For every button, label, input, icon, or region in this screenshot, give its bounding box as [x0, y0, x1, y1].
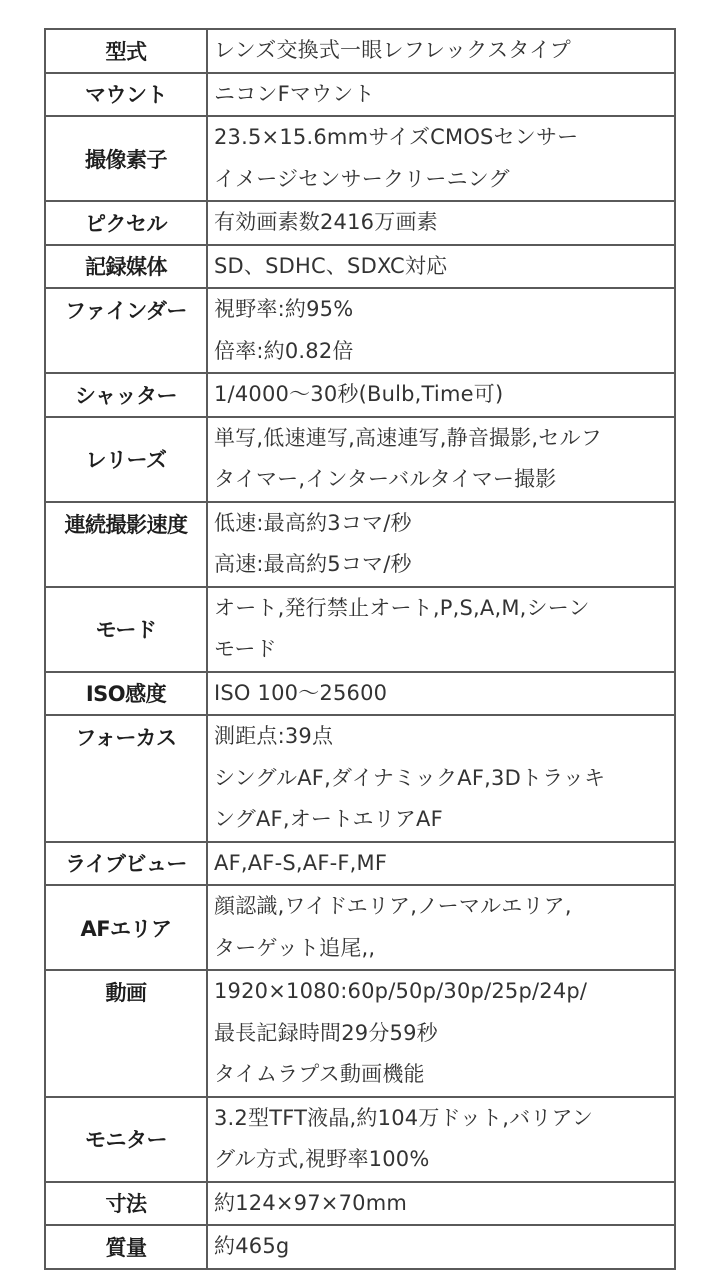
- spec-value: [207, 587, 675, 672]
- spec-label: ピクセル: [45, 201, 207, 245]
- spec-value-line: モード: [214, 637, 277, 661]
- spec-value-line: イメージセンサークリーニング: [214, 166, 510, 191]
- spec-value-line: 高速:最高約5コマ/秒: [214, 552, 412, 576]
- spec-value: [207, 842, 675, 886]
- spec-label: ファインダー: [45, 288, 207, 373]
- spec-value: [207, 201, 675, 245]
- spec-row: [45, 587, 675, 672]
- spec-value: [207, 116, 675, 201]
- spec-value-line: 低速:最高約3コマ/秒: [214, 510, 412, 535]
- spec-row: [45, 417, 675, 502]
- spec-value-line: 約465g: [214, 1234, 290, 1258]
- spec-value-line: 顔認識,ワイドエリア,ノーマルエリア,: [214, 894, 572, 918]
- spec-value-line: 測距点:39点: [214, 724, 334, 748]
- spec-value-line: 有効画素数2416万画素: [214, 210, 438, 234]
- spec-value-line: AF,AF-S,AF-F,MF: [214, 850, 388, 875]
- spec-value: [207, 970, 675, 1097]
- spec-value: [207, 502, 675, 587]
- spec-table: [44, 28, 676, 1270]
- spec-value-line: 1/4000〜30秒(Bulb,Time可): [214, 382, 504, 406]
- spec-label: ライブビュー: [45, 842, 207, 886]
- spec-table-body: [45, 29, 675, 1269]
- spec-value-line: 倍率:約0.82倍: [214, 338, 354, 363]
- spec-value-line: 3.2型TFT液晶,約104万ドット,バリアン: [214, 1105, 594, 1130]
- spec-value-line: ニコンFマウント: [214, 81, 375, 106]
- spec-value-line: SD、SDHC、SDXC対応: [214, 253, 448, 278]
- spec-value: [207, 373, 675, 417]
- spec-label: ISO感度: [45, 672, 207, 716]
- spec-value-line: 最長記録時間29分59秒: [214, 1020, 438, 1045]
- spec-value: [207, 29, 675, 73]
- spec-row: [45, 73, 675, 117]
- spec-row: [45, 970, 675, 1097]
- spec-row: [45, 29, 675, 73]
- spec-value: [207, 73, 675, 117]
- spec-value-line: 23.5×15.6mmサイズCMOSセンサー: [214, 125, 579, 149]
- spec-row: [45, 245, 675, 289]
- spec-value-line: 単写,低速連写,高速連写,静音撮影,セルフ: [214, 425, 602, 450]
- spec-row: [45, 885, 675, 970]
- spec-label: 型式: [45, 29, 207, 73]
- spec-value: [207, 1097, 675, 1182]
- spec-label: フォーカス: [45, 715, 207, 842]
- spec-value-line: グル方式,視野率100%: [214, 1147, 430, 1171]
- spec-row: [45, 1097, 675, 1182]
- spec-value-line: 視野率:約95%: [214, 297, 354, 321]
- spec-value: [207, 715, 675, 842]
- spec-row: [45, 116, 675, 201]
- spec-value-line: 約124×97×70mm: [214, 1190, 408, 1215]
- spec-value: [207, 1225, 675, 1269]
- spec-row: [45, 1182, 675, 1226]
- spec-label: マウント: [45, 73, 207, 117]
- spec-label: モード: [45, 587, 207, 672]
- spec-value-line: タイマー,インターバルタイマー撮影: [214, 467, 557, 491]
- spec-row: [45, 1225, 675, 1269]
- spec-label: 記録媒体: [45, 245, 207, 289]
- spec-value-line: ングAF,オートエリアAF: [214, 807, 443, 831]
- spec-value: [207, 672, 675, 716]
- spec-label: AFエリア: [45, 885, 207, 970]
- spec-row: [45, 288, 675, 373]
- spec-label: シャッター: [45, 373, 207, 417]
- spec-value: [207, 417, 675, 502]
- spec-row: [45, 715, 675, 842]
- spec-value-line: ISO 100〜25600: [214, 680, 388, 705]
- spec-label: 動画: [45, 970, 207, 1097]
- spec-value: [207, 245, 675, 289]
- spec-value-line: ターゲット追尾,,: [214, 935, 376, 960]
- spec-row: [45, 373, 675, 417]
- spec-value: [207, 885, 675, 970]
- spec-label: 質量: [45, 1225, 207, 1269]
- spec-value-line: タイムラプス動画機能: [214, 1062, 425, 1086]
- spec-row: [45, 201, 675, 245]
- spec-value: [207, 288, 675, 373]
- spec-row: [45, 672, 675, 716]
- spec-row: [45, 502, 675, 587]
- spec-label: 寸法: [45, 1182, 207, 1226]
- spec-label: 連続撮影速度: [45, 502, 207, 587]
- spec-row: [45, 842, 675, 886]
- spec-label: モニター: [45, 1097, 207, 1182]
- spec-label: レリーズ: [45, 417, 207, 502]
- spec-value: [207, 1182, 675, 1226]
- spec-value-line: オート,発行禁止オート,P,S,A,M,シーン: [214, 595, 590, 620]
- spec-value-line: レンズ交換式一眼レフレックスタイプ: [214, 38, 571, 62]
- spec-label: 撮像素子: [45, 116, 207, 201]
- spec-value-line: シングルAF,ダイナミックAF,3Dトラッキ: [214, 765, 606, 790]
- spec-value-line: 1920×1080:60p/50p/30p/25p/24p/: [214, 979, 588, 1003]
